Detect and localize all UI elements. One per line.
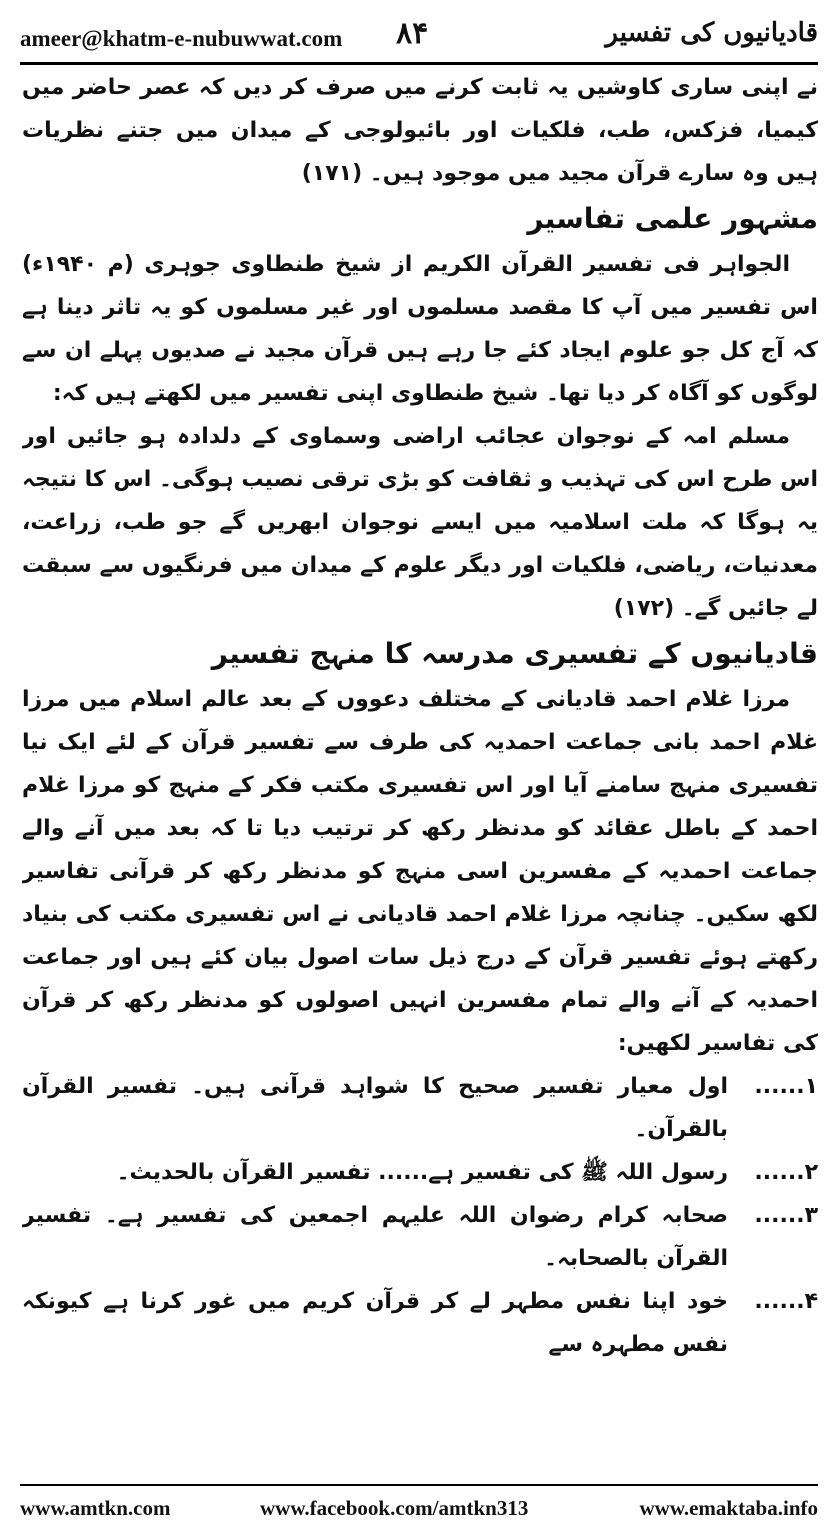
list-item-text: اول معیار تفسیر صحیح کا شواہد قرآنی ہیں۔ تفسیر القرآن بالقرآن۔ <box>22 1074 728 1142</box>
qadiani-paragraph: مرزا غلام احمد قادیانی کے مختلف دعووں کے بعد عالم اسلام میں مرزا غلام احمد بانی جماعت احمدیہ کی طرف سے تفسیر قرآن کے لئے ایک نیا تفسیری منہج سامنے آیا اور اس تفسیری مکتب فکر کے منہج کو مرزا غلام احمد کے باطل عقائد کو مدنظر رکھ کر ترتیب دیا تا کہ بعد میں آنے والے جماعت احمدیہ کے مفسرین اسی منہج کو مدنظر رکھ کر قرآنی تفاسیر لکھ سکیں۔ چنانچہ مرزا غلام احمد قادیانی نے اس تفسیری مکتب کی بنیاد رکھتے ہوئے تفسیر قرآن کے درج ذیل سات اصول بیان کئے ہیں اور جماعت احمدیہ کے آنے والے تمام مفسرین انہیں اصولوں کو مدنظر رکھ کر قرآن کی تفاسیر لکھیں: <box>22 687 818 1056</box>
footer-link-facebook[interactable]: www.facebook.com/amtkn313 <box>260 1496 529 1520</box>
list-item-number: ۳...... <box>754 1203 818 1228</box>
header-rule <box>20 62 818 65</box>
book-title: قادیانیوں کی تفسیر <box>605 18 818 48</box>
list-item <box>22 1151 818 1194</box>
list-item-text: صحابہ کرام رضوان اللہ علیہم اجمعین کی تفسیر ہے۔ تفسیر القرآن بالصحابہ۔ <box>22 1203 728 1271</box>
intro-paragraph: نے اپنی ساری کاوشیں یہ ثابت کرنے میں صرف کر دیں کہ عصر حاضر میں کیمیا، فزکس، طب، فلکیات اور بائیولوجی کے میدان میں جتنے نظریات ہیں وہ سارے قرآن مجید میں موجود ہیں۔ (۱۷۱) <box>22 75 818 186</box>
header-email[interactable]: ameer@khatm-e-nubuwwat.com <box>20 26 343 51</box>
list-item-number: ۲...... <box>754 1160 818 1185</box>
list-item-number: ۴...... <box>754 1289 818 1314</box>
page-footer <box>20 1496 818 1526</box>
heading-famous-tafasir: مشہور علمی تفاسیر <box>527 202 818 235</box>
al-jawahir-title: الجواہر فی تفسیر القرآن الکریم از شیخ طنطاوی جوہری (م ۱۹۴۰ء) اس تفسیر <box>22 252 818 320</box>
list-item-text: خود اپنا نفس مطہر لے کر قرآن کریم میں غور کرنا ہے کیونکہ نفس مطہرہ سے <box>22 1289 728 1357</box>
al-jawahir-body: میں آپ کا مقصد مسلموں اور غیر مسلموں کو یہ تاثر دینا ہے کہ آج کل جو علوم ایجاد کئے جا رہے ہیں قرآن مجید نے صدیوں پہلے ان سے لوگوں کو آگاہ کر دیا تھا۔ شیخ طنطاوی اپنی تفسیر میں لکھتے ہیں کہ: <box>22 295 818 406</box>
footer-link-amtkn[interactable]: www.amtkn.com <box>20 1496 171 1520</box>
al-jawahir-paragraph <box>22 243 818 415</box>
page-number: ۸۴ <box>396 16 429 51</box>
principles-list <box>22 1065 818 1366</box>
list-item <box>22 1194 818 1280</box>
page-header <box>20 14 818 62</box>
list-item <box>22 1065 818 1151</box>
list-item-number: ۱...... <box>754 1074 818 1099</box>
quote-paragraph: مسلم امہ کے نوجوان عجائب اراضی وسماوی کے دلدادہ ہو جائیں اور اس طرح اس کی تہذیب و ثقافت کو بڑی ترقی نصیب ہوگی۔ اس کا نتیجہ یہ ہوگا کہ ملت اسلامیہ میں ایسے نوجوان ابھریں گے جو طب، زراعت، معدنیات، ریاضی، فلکیات اور دیگر علوم کے میدان میں فرنگیوں سے سبقت لے جائیں گے۔ (۱۷۲) <box>22 424 818 621</box>
footer-rule <box>20 1484 818 1486</box>
list-item-text: رسول اللہ ﷺ کی تفسیر ہے...... تفسیر القرآن بالحدیث۔ <box>116 1160 728 1185</box>
heading-qadiani-method: قادیانیوں کے تفسیری مدرسہ کا منہج تفسیر <box>211 637 818 670</box>
footer-link-emaktaba[interactable]: www.emaktaba.info <box>639 1496 818 1520</box>
list-item <box>22 1280 818 1366</box>
page-body <box>22 66 818 1474</box>
